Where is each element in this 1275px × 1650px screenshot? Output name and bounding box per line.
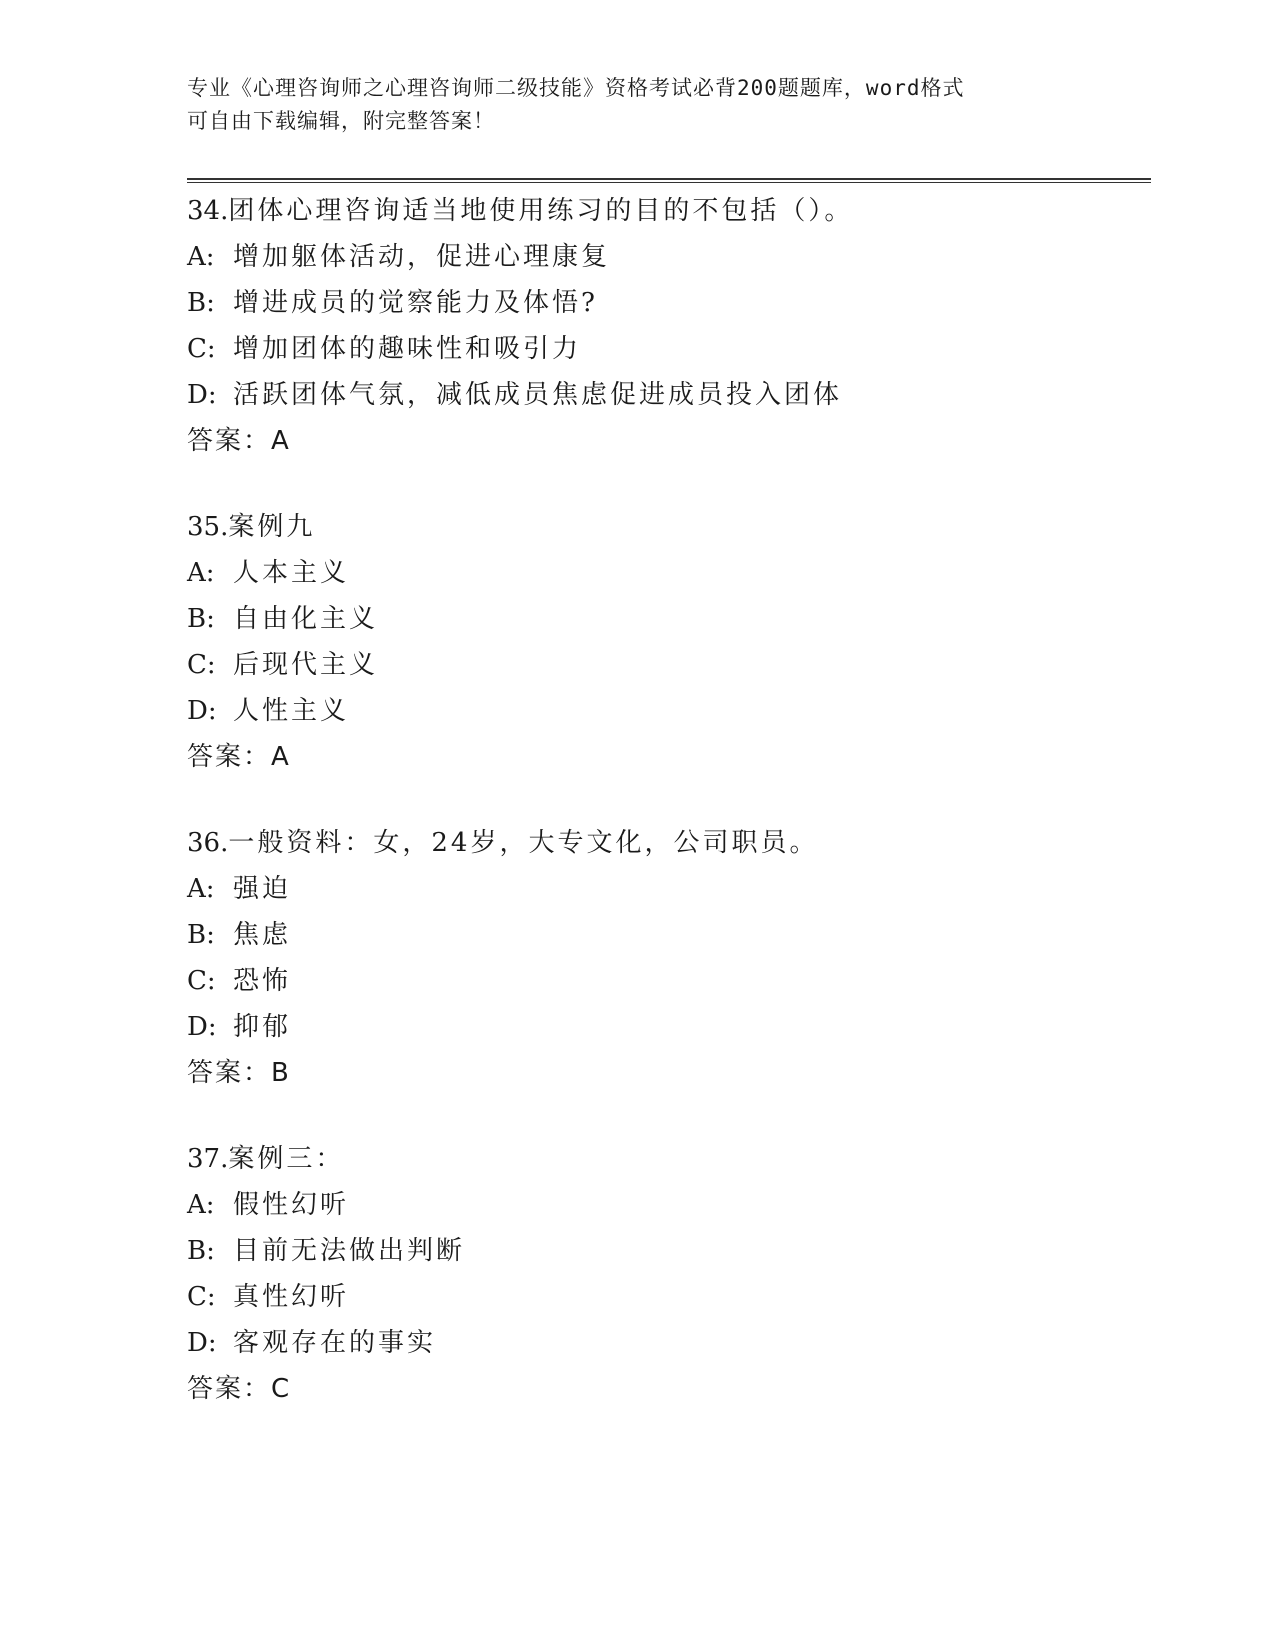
answer-line (187, 1050, 1147, 1096)
option-text: 增进成员的觉察能力及体悟? (233, 288, 598, 318)
option-a (187, 234, 1147, 280)
option-text: 恐怖 (233, 966, 292, 996)
question-36 (187, 820, 1147, 1096)
answer-value: B (271, 1058, 289, 1088)
option-letter: A: (187, 874, 215, 904)
option-text: 目前无法做出判断 (233, 1236, 466, 1266)
option-text: 人性主义 (233, 696, 350, 726)
answer-label: 答案： (187, 1374, 272, 1404)
option-letter: D: (187, 696, 217, 726)
option-d (187, 1004, 1147, 1050)
option-letter: A: (187, 242, 215, 272)
option-b (187, 280, 1147, 326)
option-a (187, 866, 1147, 912)
option-b (187, 1228, 1147, 1274)
option-letter: D: (187, 1012, 217, 1042)
option-text: 抑郁 (233, 1012, 292, 1042)
option-letter: B: (187, 1236, 215, 1266)
option-letter: B: (187, 604, 215, 634)
question-text: 一般资料：女，24岁，大专文化，公司职员。 (228, 828, 819, 858)
option-letter: A: (187, 558, 215, 588)
option-text: 增加躯体活动，促进心理康复 (233, 242, 611, 272)
question-35 (187, 504, 1147, 780)
option-text: 真性幻听 (233, 1282, 350, 1312)
option-letter: C: (187, 650, 216, 680)
answer-value: A (271, 426, 289, 456)
answer-line (187, 418, 1147, 464)
option-letter: B: (187, 920, 215, 950)
option-letter: C: (187, 1282, 216, 1312)
option-d (187, 688, 1147, 734)
option-a (187, 1182, 1147, 1228)
header-line-1: 专业《心理咨询师之心理咨询师二级技能》资格考试必背200题题库，word格式 (187, 76, 965, 100)
option-d (187, 372, 1147, 418)
question-stem (187, 504, 1147, 550)
answer-value: C (271, 1374, 290, 1404)
option-a (187, 550, 1147, 596)
header-divider (187, 178, 1151, 183)
answer-label: 答案： (187, 1058, 272, 1088)
option-b (187, 596, 1147, 642)
document-header (187, 72, 1067, 138)
option-text: 活跃团体气氛，减低成员焦虑促进成员投入团体 (233, 380, 843, 410)
question-stem (187, 820, 1147, 866)
option-letter: D: (187, 380, 217, 410)
option-text: 后现代主义 (233, 650, 379, 680)
question-number: 36. (187, 828, 229, 858)
option-text: 自由化主义 (233, 604, 379, 634)
answer-line (187, 1366, 1147, 1412)
answer-label: 答案： (187, 426, 272, 456)
question-stem (187, 188, 1147, 234)
question-number: 37. (187, 1144, 229, 1174)
question-text: 案例三： (228, 1144, 345, 1174)
option-d (187, 1320, 1147, 1366)
question-number: 35. (187, 512, 229, 542)
option-text: 客观存在的事实 (233, 1328, 437, 1358)
option-c (187, 642, 1147, 688)
answer-label: 答案： (187, 742, 272, 772)
answer-value: A (271, 742, 289, 772)
question-text: 案例九 (228, 512, 316, 542)
option-c (187, 1274, 1147, 1320)
option-text: 假性幻听 (233, 1190, 350, 1220)
option-letter: C: (187, 966, 216, 996)
question-text: 团体心理咨询适当地使用练习的目的不包括（）。 (228, 196, 854, 226)
question-37 (187, 1136, 1147, 1412)
option-letter: A: (187, 1190, 215, 1220)
option-text: 强迫 (233, 874, 292, 904)
question-list (187, 188, 1147, 1452)
question-stem (187, 1136, 1147, 1182)
option-c (187, 326, 1147, 372)
question-number: 34. (187, 196, 229, 226)
option-b (187, 912, 1147, 958)
option-text: 焦虑 (233, 920, 292, 950)
option-letter: D: (187, 1328, 217, 1358)
answer-line (187, 734, 1147, 780)
header-line-2: 可自由下载编辑，附完整答案！ (187, 109, 495, 133)
option-text: 人本主义 (233, 558, 350, 588)
option-c (187, 958, 1147, 1004)
option-text: 增加团体的趣味性和吸引力 (233, 334, 582, 364)
option-letter: B: (187, 288, 215, 318)
option-letter: C: (187, 334, 216, 364)
question-34 (187, 188, 1147, 464)
